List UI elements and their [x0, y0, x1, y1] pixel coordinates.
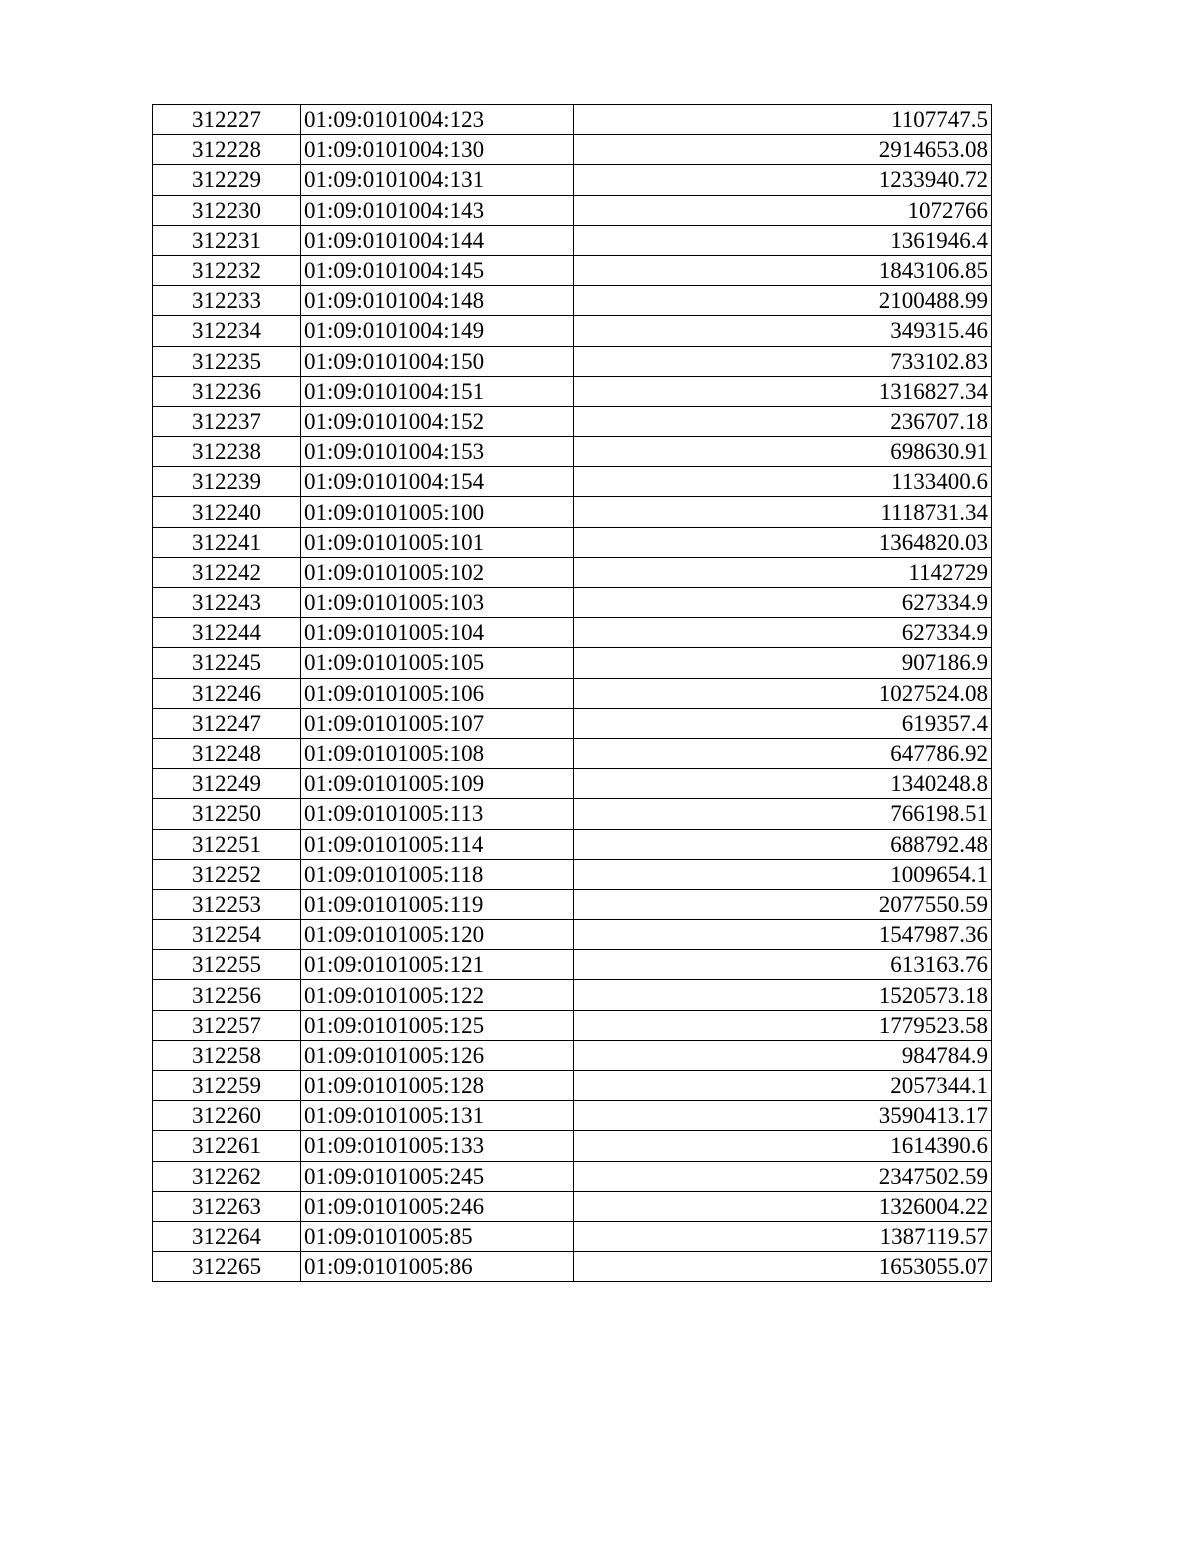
value-cell: 2077550.59 — [574, 889, 992, 919]
table-row — [153, 1101, 992, 1131]
table-row — [153, 1071, 992, 1101]
value-cell: 1387119.57 — [574, 1221, 992, 1251]
row-id-cell: 312237 — [153, 406, 301, 436]
table-row — [153, 799, 992, 829]
table-row — [153, 255, 992, 285]
cadastral-number-cell: 01:09:0101004:123 — [301, 105, 574, 135]
row-id-cell: 312227 — [153, 105, 301, 135]
row-id-cell: 312235 — [153, 346, 301, 376]
row-id-cell: 312260 — [153, 1101, 301, 1131]
cadastral-number-cell: 01:09:0101004:150 — [301, 346, 574, 376]
table-row — [153, 165, 992, 195]
value-cell: 3590413.17 — [574, 1101, 992, 1131]
cadastral-number-cell: 01:09:0101005:118 — [301, 859, 574, 889]
value-cell: 1233940.72 — [574, 165, 992, 195]
row-id-cell: 312243 — [153, 588, 301, 618]
value-cell: 688792.48 — [574, 829, 992, 859]
row-id-cell: 312256 — [153, 980, 301, 1010]
cadastral-number-cell: 01:09:0101005:108 — [301, 738, 574, 768]
table-row — [153, 648, 992, 678]
table-row — [153, 1131, 992, 1161]
table-row — [153, 738, 992, 768]
value-cell: 2347502.59 — [574, 1161, 992, 1191]
table-row — [153, 980, 992, 1010]
row-id-cell: 312247 — [153, 708, 301, 738]
row-id-cell: 312254 — [153, 920, 301, 950]
cadastral-number-cell: 01:09:0101004:148 — [301, 286, 574, 316]
cadastral-number-cell: 01:09:0101005:246 — [301, 1191, 574, 1221]
row-id-cell: 312229 — [153, 165, 301, 195]
row-id-cell: 312265 — [153, 1252, 301, 1282]
table-row — [153, 618, 992, 648]
cadastral-number-cell: 01:09:0101005:128 — [301, 1071, 574, 1101]
table-row — [153, 467, 992, 497]
value-cell: 627334.9 — [574, 618, 992, 648]
table-row — [153, 557, 992, 587]
table-row — [153, 678, 992, 708]
table-row — [153, 588, 992, 618]
row-id-cell: 312231 — [153, 225, 301, 255]
value-cell: 766198.51 — [574, 799, 992, 829]
value-cell: 613163.76 — [574, 950, 992, 980]
table-row — [153, 1252, 992, 1282]
value-cell: 1361946.4 — [574, 225, 992, 255]
value-cell: 1520573.18 — [574, 980, 992, 1010]
cadastral-number-cell: 01:09:0101005:106 — [301, 678, 574, 708]
cadastral-number-cell: 01:09:0101005:121 — [301, 950, 574, 980]
cadastral-number-cell: 01:09:0101005:114 — [301, 829, 574, 859]
row-id-cell: 312249 — [153, 769, 301, 799]
row-id-cell: 312251 — [153, 829, 301, 859]
table-row — [153, 950, 992, 980]
cadastral-number-cell: 01:09:0101004:149 — [301, 316, 574, 346]
table-row — [153, 1040, 992, 1070]
row-id-cell: 312245 — [153, 648, 301, 678]
row-id-cell: 312246 — [153, 678, 301, 708]
table-row — [153, 1191, 992, 1221]
cadastral-number-cell: 01:09:0101004:130 — [301, 135, 574, 165]
row-id-cell: 312241 — [153, 527, 301, 557]
value-cell: 1142729 — [574, 557, 992, 587]
cadastral-number-cell: 01:09:0101004:144 — [301, 225, 574, 255]
row-id-cell: 312230 — [153, 195, 301, 225]
row-id-cell: 312233 — [153, 286, 301, 316]
value-cell: 1614390.6 — [574, 1131, 992, 1161]
table-row — [153, 1161, 992, 1191]
value-cell: 627334.9 — [574, 588, 992, 618]
value-cell: 349315.46 — [574, 316, 992, 346]
value-cell: 2057344.1 — [574, 1071, 992, 1101]
row-id-cell: 312257 — [153, 1010, 301, 1040]
table-row — [153, 708, 992, 738]
cadastral-number-cell: 01:09:0101004:143 — [301, 195, 574, 225]
value-cell: 1364820.03 — [574, 527, 992, 557]
cadastral-number-cell: 01:09:0101004:145 — [301, 255, 574, 285]
cadastral-number-cell: 01:09:0101005:119 — [301, 889, 574, 919]
cadastral-number-cell: 01:09:0101005:105 — [301, 648, 574, 678]
table-row — [153, 859, 992, 889]
value-cell: 984784.9 — [574, 1040, 992, 1070]
cadastral-number-cell: 01:09:0101004:151 — [301, 376, 574, 406]
value-cell: 1316827.34 — [574, 376, 992, 406]
value-cell: 1107747.5 — [574, 105, 992, 135]
table-row — [153, 437, 992, 467]
row-id-cell: 312248 — [153, 738, 301, 768]
table-row — [153, 1221, 992, 1251]
cadastral-number-cell: 01:09:0101005:102 — [301, 557, 574, 587]
table-row — [153, 105, 992, 135]
row-id-cell: 312228 — [153, 135, 301, 165]
row-id-cell: 312242 — [153, 557, 301, 587]
table-row — [153, 769, 992, 799]
table-row — [153, 527, 992, 557]
cadastral-number-cell: 01:09:0101005:120 — [301, 920, 574, 950]
cadastral-number-cell: 01:09:0101005:122 — [301, 980, 574, 1010]
value-cell: 907186.9 — [574, 648, 992, 678]
value-cell: 1133400.6 — [574, 467, 992, 497]
cadastral-number-cell: 01:09:0101005:125 — [301, 1010, 574, 1040]
cadastral-number-cell: 01:09:0101005:101 — [301, 527, 574, 557]
row-id-cell: 312253 — [153, 889, 301, 919]
row-id-cell: 312234 — [153, 316, 301, 346]
row-id-cell: 312238 — [153, 437, 301, 467]
table-row — [153, 225, 992, 255]
value-cell: 1009654.1 — [574, 859, 992, 889]
row-id-cell: 312261 — [153, 1131, 301, 1161]
value-cell: 1326004.22 — [574, 1191, 992, 1221]
table-row — [153, 135, 992, 165]
value-cell: 698630.91 — [574, 437, 992, 467]
cadastral-number-cell: 01:09:0101004:152 — [301, 406, 574, 436]
value-cell: 647786.92 — [574, 738, 992, 768]
table-row — [153, 316, 992, 346]
value-cell: 619357.4 — [574, 708, 992, 738]
row-id-cell: 312264 — [153, 1221, 301, 1251]
cadastral-number-cell: 01:09:0101005:107 — [301, 708, 574, 738]
row-id-cell: 312236 — [153, 376, 301, 406]
value-cell: 1072766 — [574, 195, 992, 225]
value-cell: 1547987.36 — [574, 920, 992, 950]
value-cell: 1118731.34 — [574, 497, 992, 527]
cadastral-number-cell: 01:09:0101005:100 — [301, 497, 574, 527]
table-body — [153, 105, 992, 1282]
value-cell: 1779523.58 — [574, 1010, 992, 1040]
value-cell: 236707.18 — [574, 406, 992, 436]
table-row — [153, 195, 992, 225]
cadastral-number-cell: 01:09:0101005:133 — [301, 1131, 574, 1161]
cadastral-number-cell: 01:09:0101005:103 — [301, 588, 574, 618]
cadastral-number-cell: 01:09:0101004:154 — [301, 467, 574, 497]
row-id-cell: 312255 — [153, 950, 301, 980]
value-cell: 733102.83 — [574, 346, 992, 376]
table-row — [153, 346, 992, 376]
row-id-cell: 312250 — [153, 799, 301, 829]
value-cell: 2100488.99 — [574, 286, 992, 316]
table-row — [153, 1010, 992, 1040]
row-id-cell: 312244 — [153, 618, 301, 648]
value-cell: 1027524.08 — [574, 678, 992, 708]
table-row — [153, 286, 992, 316]
table-row — [153, 889, 992, 919]
cadastral-number-cell: 01:09:0101005:131 — [301, 1101, 574, 1131]
row-id-cell: 312232 — [153, 255, 301, 285]
cadastral-number-cell: 01:09:0101004:131 — [301, 165, 574, 195]
table-row — [153, 406, 992, 436]
table-row — [153, 920, 992, 950]
value-cell: 2914653.08 — [574, 135, 992, 165]
row-id-cell: 312259 — [153, 1071, 301, 1101]
table-row — [153, 829, 992, 859]
row-id-cell: 312258 — [153, 1040, 301, 1070]
value-cell: 1843106.85 — [574, 255, 992, 285]
cadastral-number-cell: 01:09:0101005:113 — [301, 799, 574, 829]
value-cell: 1340248.8 — [574, 769, 992, 799]
cadastral-number-cell: 01:09:0101005:245 — [301, 1161, 574, 1191]
row-id-cell: 312239 — [153, 467, 301, 497]
cadastral-number-cell: 01:09:0101005:85 — [301, 1221, 574, 1251]
row-id-cell: 312240 — [153, 497, 301, 527]
cadastral-number-cell: 01:09:0101004:153 — [301, 437, 574, 467]
data-table — [152, 104, 992, 1282]
table-row — [153, 497, 992, 527]
row-id-cell: 312263 — [153, 1191, 301, 1221]
table-row — [153, 376, 992, 406]
row-id-cell: 312262 — [153, 1161, 301, 1191]
cadastral-number-cell: 01:09:0101005:109 — [301, 769, 574, 799]
row-id-cell: 312252 — [153, 859, 301, 889]
cadastral-number-cell: 01:09:0101005:104 — [301, 618, 574, 648]
cadastral-number-cell: 01:09:0101005:126 — [301, 1040, 574, 1070]
cadastral-number-cell: 01:09:0101005:86 — [301, 1252, 574, 1282]
value-cell: 1653055.07 — [574, 1252, 992, 1282]
